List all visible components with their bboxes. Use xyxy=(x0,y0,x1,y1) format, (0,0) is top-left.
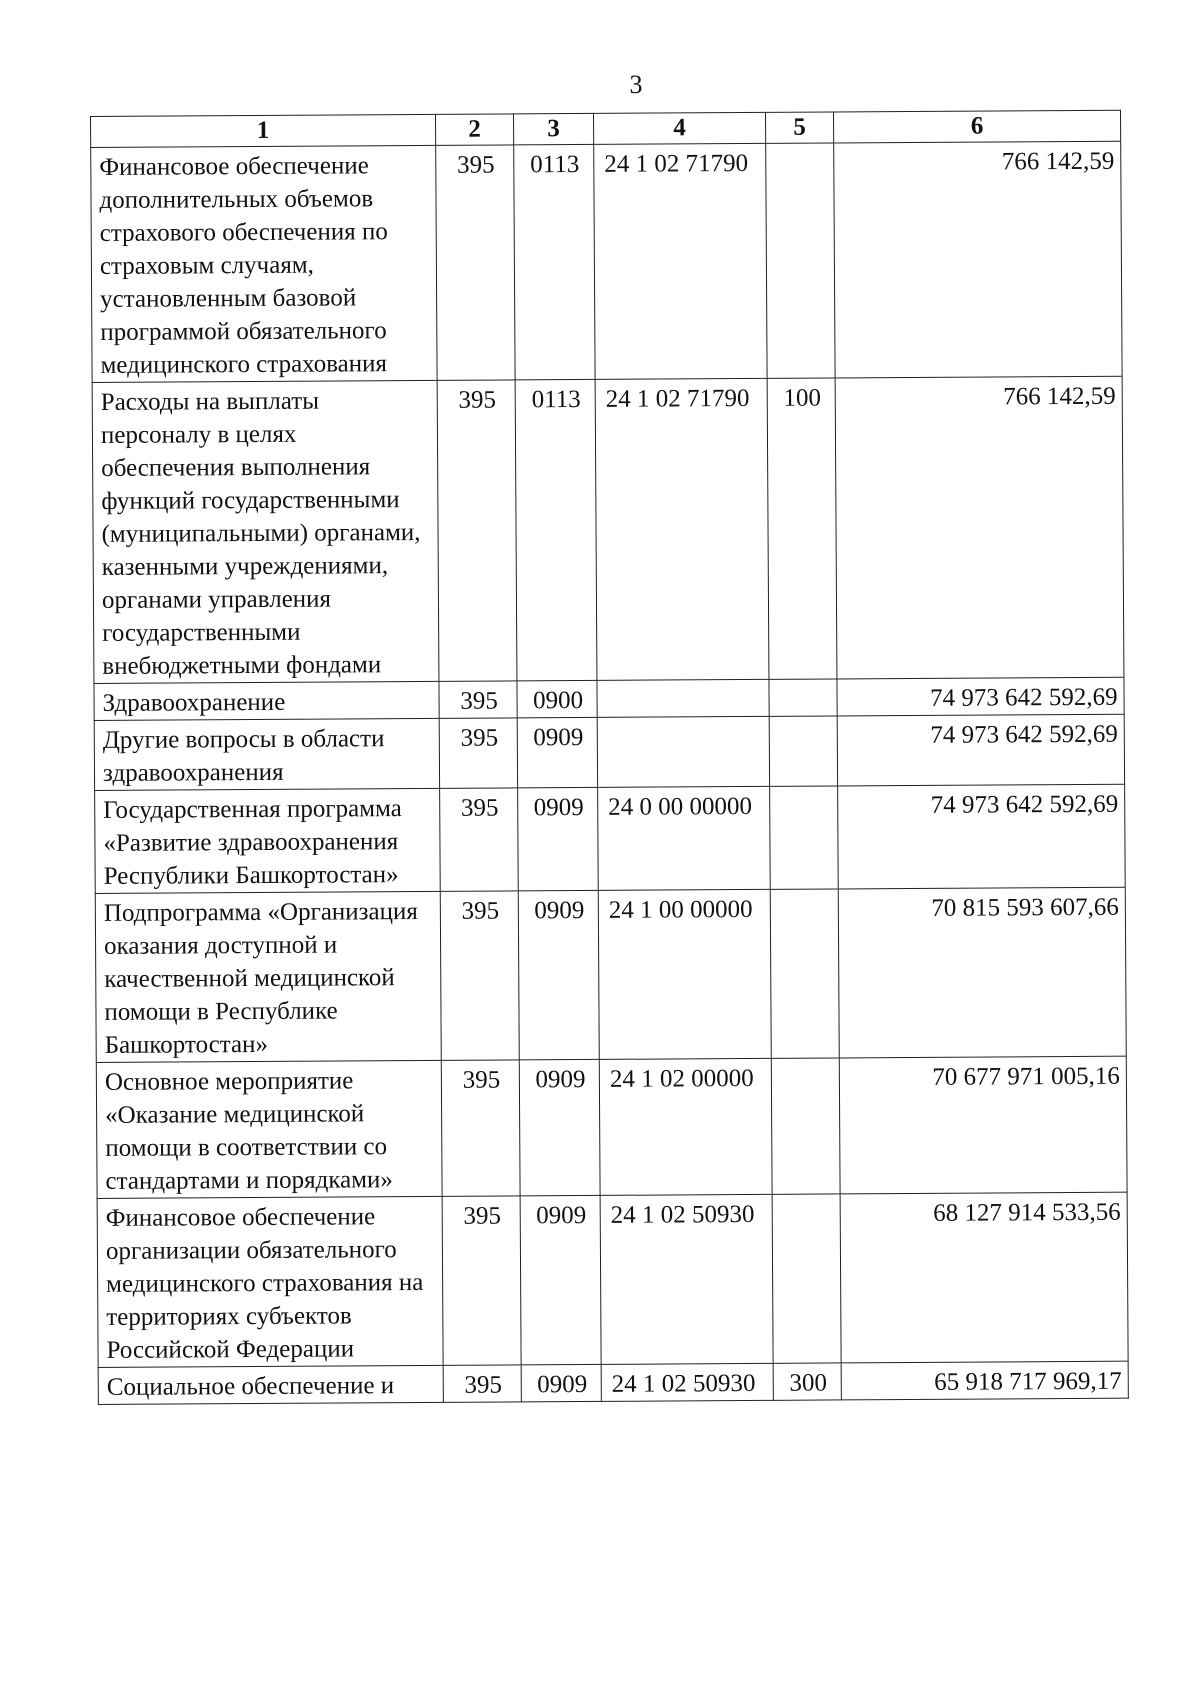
row-ved-code: 395 xyxy=(439,718,517,788)
row-amount: 766 142,59 xyxy=(834,141,1122,378)
row-ved-code: 395 xyxy=(441,1060,520,1196)
column-header: 3 xyxy=(513,113,593,144)
row-ved-code: 395 xyxy=(437,380,517,681)
row-section-code: 0909 xyxy=(518,787,599,890)
row-target-code: 24 1 02 71790 xyxy=(594,143,767,379)
row-target-code: 24 1 02 00000 xyxy=(599,1058,772,1195)
row-target-code: 24 1 02 50930 xyxy=(600,1194,773,1364)
row-name: Социальное обеспечение и xyxy=(98,1365,443,1404)
row-target-code: 24 0 00 00000 xyxy=(598,786,771,890)
row-amount: 74 973 642 592,69 xyxy=(838,784,1126,889)
row-ved-code: 395 xyxy=(439,681,517,718)
row-section-code: 0900 xyxy=(517,680,597,717)
row-target-code xyxy=(597,679,769,717)
row-ved-code: 395 xyxy=(442,1196,521,1365)
table-row xyxy=(91,141,1122,382)
row-expense-type xyxy=(770,786,839,889)
row-name: Основное мероприятие «Оказание медицинской помощи в соответствии со стандартами и порядками» xyxy=(96,1060,442,1198)
row-section-code: 0909 xyxy=(517,717,597,787)
row-name: Здравоохранение xyxy=(94,681,439,720)
row-amount: 68 127 914 533,56 xyxy=(840,1192,1128,1363)
table-row xyxy=(92,376,1124,683)
row-ved-code: 395 xyxy=(440,788,519,891)
row-amount: 65 918 717 969,17 xyxy=(841,1361,1128,1400)
column-header: 6 xyxy=(833,110,1120,143)
row-ved-code: 395 xyxy=(440,891,519,1060)
table-row xyxy=(98,1361,1128,1404)
row-amount: 766 142,59 xyxy=(835,376,1124,679)
column-header: 5 xyxy=(765,112,833,143)
row-name: Финансовое обеспечение дополнительных объемов страхового обеспечения по страховым случаям, установленным базовой программой обязательного медицинского страхования xyxy=(91,145,437,382)
row-name: Расходы на выплаты персоналу в целях обеспечения выполнения функций государственными (муниципальными) органами, казенными учреждениями, органами управления государственными внебюджетными фондами xyxy=(92,380,439,683)
row-amount: 70 677 971 005,16 xyxy=(839,1056,1127,1194)
table-row xyxy=(96,1056,1127,1198)
row-section-code: 0909 xyxy=(519,1059,600,1195)
table-row xyxy=(94,677,1124,720)
column-header: 2 xyxy=(435,114,513,145)
table-row xyxy=(95,784,1126,893)
row-expense-type xyxy=(769,716,837,786)
row-section-code: 0113 xyxy=(514,144,595,379)
row-expense-type xyxy=(766,143,835,378)
row-section-code: 0113 xyxy=(515,379,597,680)
budget-table xyxy=(90,110,1129,1405)
row-amount: 74 973 642 592,69 xyxy=(837,714,1124,786)
row-target-code: 24 1 02 71790 xyxy=(595,378,769,680)
row-expense-type xyxy=(770,889,839,1058)
row-expense-type xyxy=(772,1194,841,1363)
row-amount: 74 973 642 592,69 xyxy=(837,677,1124,716)
row-section-code: 0909 xyxy=(520,1195,601,1364)
column-header: 4 xyxy=(593,112,765,144)
row-amount: 70 815 593 607,66 xyxy=(838,887,1126,1058)
row-target-code: 24 1 00 00000 xyxy=(598,889,771,1059)
row-expense-type xyxy=(771,1058,840,1194)
row-name: Финансовое обеспечение организации обязательного медицинского страхования на территориях субъектов Российской Федерации xyxy=(97,1196,443,1367)
page-number: 3 xyxy=(629,70,643,99)
table-row xyxy=(94,714,1124,790)
row-ved-code: 395 xyxy=(443,1365,521,1402)
row-expense-type xyxy=(769,679,837,716)
row-target-code: 24 1 02 50930 xyxy=(601,1363,773,1401)
row-name: Государственная программа «Развитие здравоохранения Республики Башкортостан» xyxy=(95,788,441,893)
row-name: Подпрограмма «Организация оказания доступной и качественной медицинской помощи в Республике Башкортостан» xyxy=(95,891,441,1062)
column-header: 1 xyxy=(91,114,436,147)
row-target-code xyxy=(597,716,769,787)
table-row xyxy=(95,887,1126,1062)
row-section-code: 0909 xyxy=(521,1364,601,1401)
row-section-code: 0909 xyxy=(518,890,599,1059)
row-ved-code: 395 xyxy=(436,145,515,380)
table-row xyxy=(97,1192,1128,1367)
row-expense-type: 300 xyxy=(773,1363,841,1400)
row-expense-type: 100 xyxy=(767,378,837,679)
row-name: Другие вопросы в области здравоохранения xyxy=(94,718,439,790)
